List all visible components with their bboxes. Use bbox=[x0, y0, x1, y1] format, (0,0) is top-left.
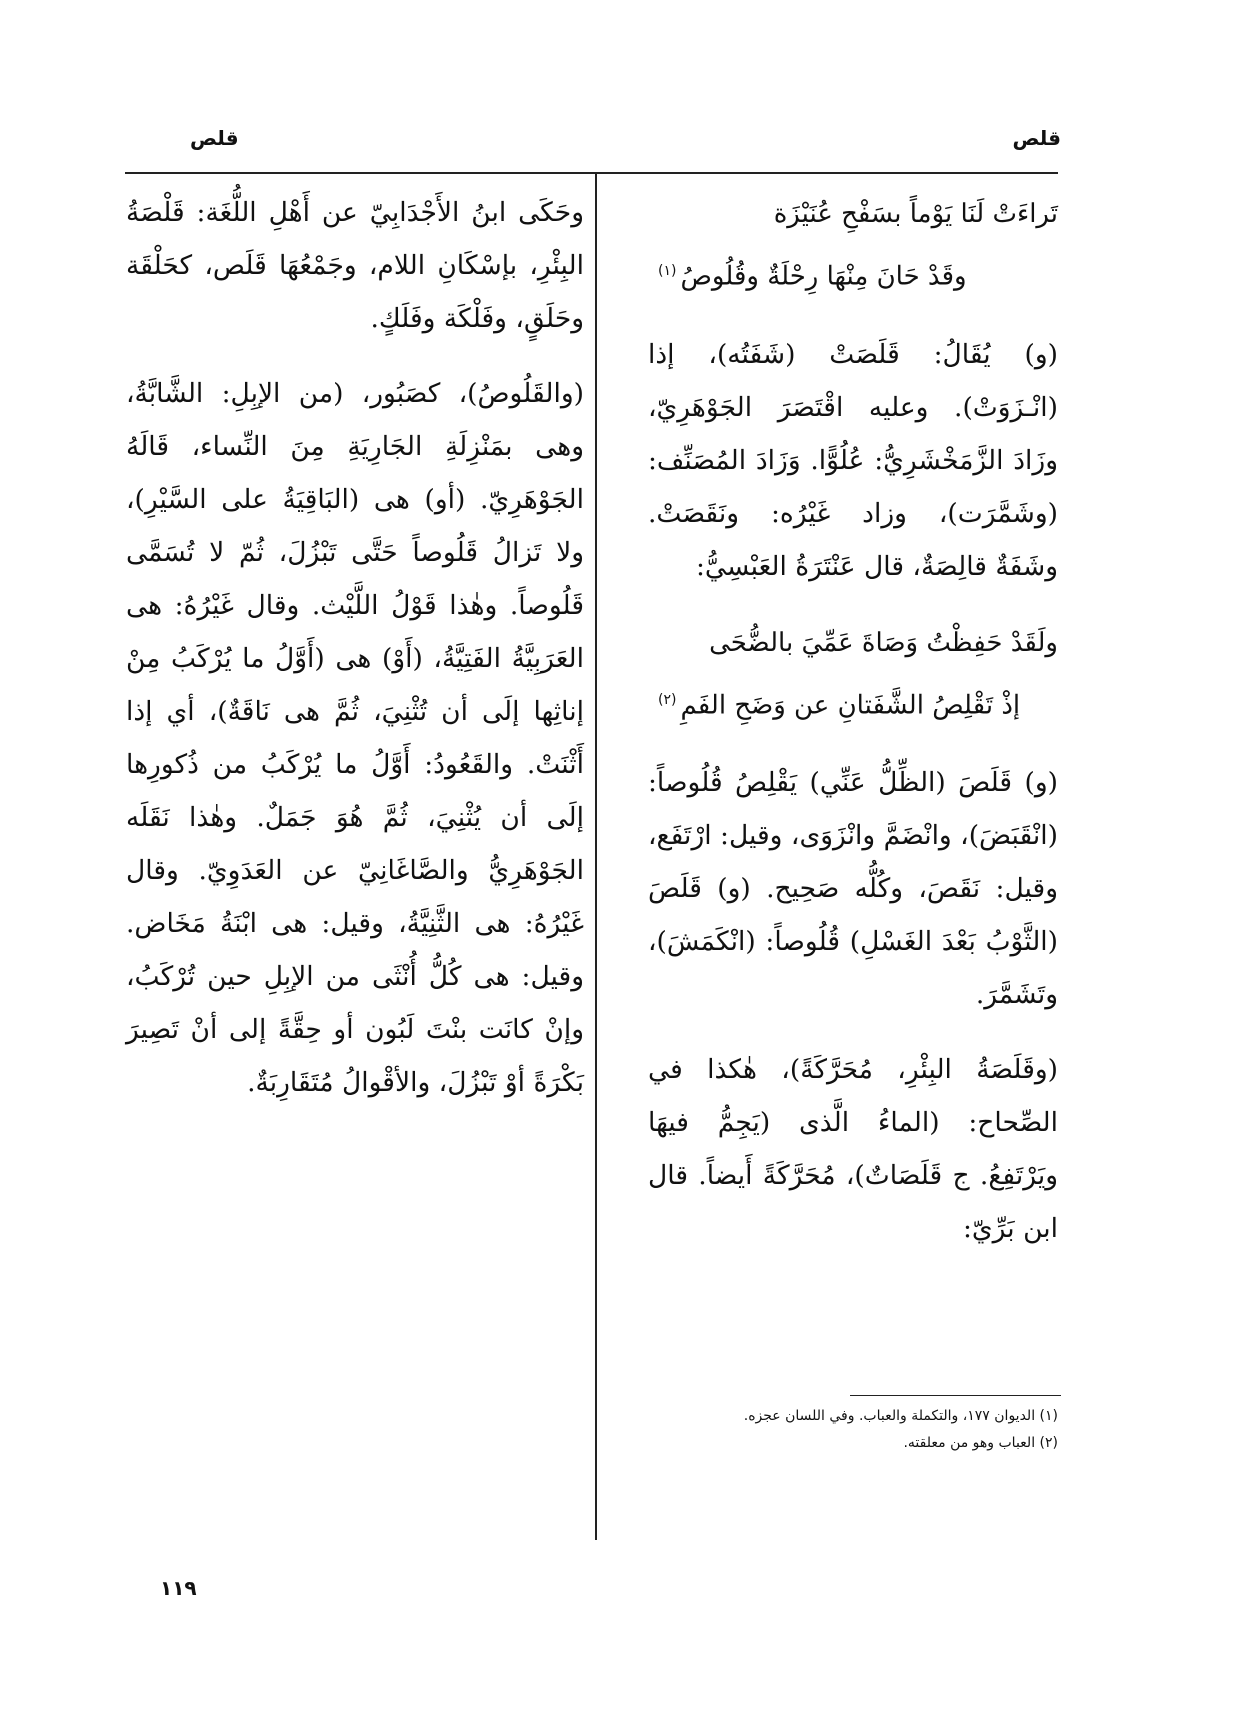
verse-imru-al-qays bbox=[648, 186, 1058, 306]
footnote: (٢) العباب وهو من معلقته. bbox=[903, 1435, 1058, 1451]
entry-paragraph: (و) يُقَالُ: قَلَصَتْ (شَفَتُه)، إذا (انْـزَوَتْ). وعليه اقْتَصَرَ الجَوْهَرِيّ، وزَادَ الزَّمَخْشَرِيُّ: عُلُوًّا. وَزَادَ المُصَنِّف: (وشَمَّرَت)، وزاد غَيْرُه: ونَقَصَتْ. وشَفَةٌ قالِصَةٌ، قال عَنْتَرَةُ العَبْسِيُّ: bbox=[648, 338, 1058, 582]
running-head-left: قلص bbox=[190, 126, 239, 150]
verse-line: تَراءَتْ لَنَا يَوْماً بسَفْحِ عُنَيْزَة bbox=[773, 199, 1058, 229]
verse-line-text: إذْ تَقْلِصُ الشَّفَتانِ عن وَضَحِ الفَمِ bbox=[680, 690, 1021, 721]
left-column bbox=[126, 186, 584, 1131]
verse-line: ولَقَدْ حَفِظْتُ وَصَاةَ عَمِّيَ بالضُّحَى bbox=[709, 627, 1058, 658]
page-number: ١١٩ bbox=[160, 1576, 197, 1600]
header-rule bbox=[125, 172, 1058, 174]
verse-line-text: وقَدْ حَانَ مِنْهَا رِحْلَةٌ وقُلُوصُ bbox=[680, 261, 967, 292]
entry-paragraph: وحَكَى ابنُ الأَجْدَابِيّ عن أَهْلِ اللُّغَة: قَلْصَةُ البِئْرِ، بإسْكَانِ اللام، وجَمْعُهَا قَلَص، كحَلْقَة وحَلَقٍ، وفَلْكَة وفَلَكٍ. bbox=[126, 197, 584, 334]
footnote-ref: (٢) bbox=[658, 691, 677, 708]
footnote-ref: (١) bbox=[658, 263, 677, 279]
running-head-right: قلص bbox=[1012, 126, 1061, 150]
verse-line bbox=[648, 672, 1058, 735]
right-column bbox=[648, 186, 1058, 1277]
entry-paragraph: (وقَلَصَةُ البِئْرِ، مُحَرَّكَةً)، هٰكذا في الصِّحاح: (الماءُ الَّذى (يَجِمُّ فيهَا ويَرْتَفِعُ. ج قَلَصَاتٌ)، مُحَرَّكَةً أَيضاً. قال ابن بَرِّيّ: bbox=[648, 1054, 1058, 1245]
footnote-rule bbox=[850, 1395, 1061, 1396]
verse-line bbox=[648, 243, 1058, 306]
footnote: (١) الديوان ١٧٧، والتكملة والعباب. وفي اللسان عجزه. bbox=[743, 1408, 1058, 1424]
entry-paragraph: (والقَلُوصُ)، كصَبُور، (من الإبِلِ: الشَّابَّةُ، وهى بمَنْزِلَةِ الجَارِيَةِ مِنَ النِّساء، قَالَهُ الجَوْهَرِيّ. (أو) هى (البَاقِيَةُ على السَّيْرِ)، ولا تَزالُ قَلُوصاً حَتَّى تَبْزُلَ، ثُمّ لا تُسَمَّى قَلُوصاً. وهٰذا قَوْلُ اللَّيْث. وقال غَيْرُهُ: هى العَرَبِيَّةُ الفَتِيَّةُ، (أَوْ) هى (أَوَّلُ ما يُرْكَبُ مِنْ إناثِها إلَى أن تُثْنِيَ، ثُمَّ هى نَاقَةٌ)، أي إذا أَثْنَتْ. والقَعُودُ: أَوَّلُ ما يُرْكَبُ من ذُكورِها إلَى أن يُثْنِيَ، ثُمَّ هُوَ جَمَلٌ. وهٰذا نَقَلَه الجَوْهَرِيُّ والصَّاغَانِيّ عن العَدَوِيّ. وقال غَيْرُهُ: هى الثَّنِيَّةُ، وقيل: هى ابْنَةُ مَخَاض. وقيل: هى كُلُّ أُنْثَى من الإبِلِ حين تُرْكَبُ، وإنْ كانَت بنْتَ لَبُون أو حِقَّةً إلى أنْ تَصِيرَ بَكْرَةً أوْ تَبْزُلَ، والأقْوالُ مُتَقَارِبَةٌ. bbox=[126, 378, 584, 1098]
verse-antara bbox=[648, 615, 1058, 735]
column-divider bbox=[595, 174, 597, 1540]
entry-paragraph: (و) قَلَصَ (الظِّلُّ عَنِّي) يَقْلِصُ قُلُوصاً: (انْقَبَضَ)، وانْضَمَّ وانْزَوَى، وقيل: ارْتَفَع، وقيل: نَقَصَ، وكُلُّه صَحِيح. (و) قَلَصَ (الثَّوْبُ بَعْدَ الغَسْلِ) قُلُوصاً: (انْكَمَشَ)، وتَشَمَّرَ. bbox=[648, 767, 1058, 1011]
footnotes bbox=[648, 1403, 1058, 1457]
